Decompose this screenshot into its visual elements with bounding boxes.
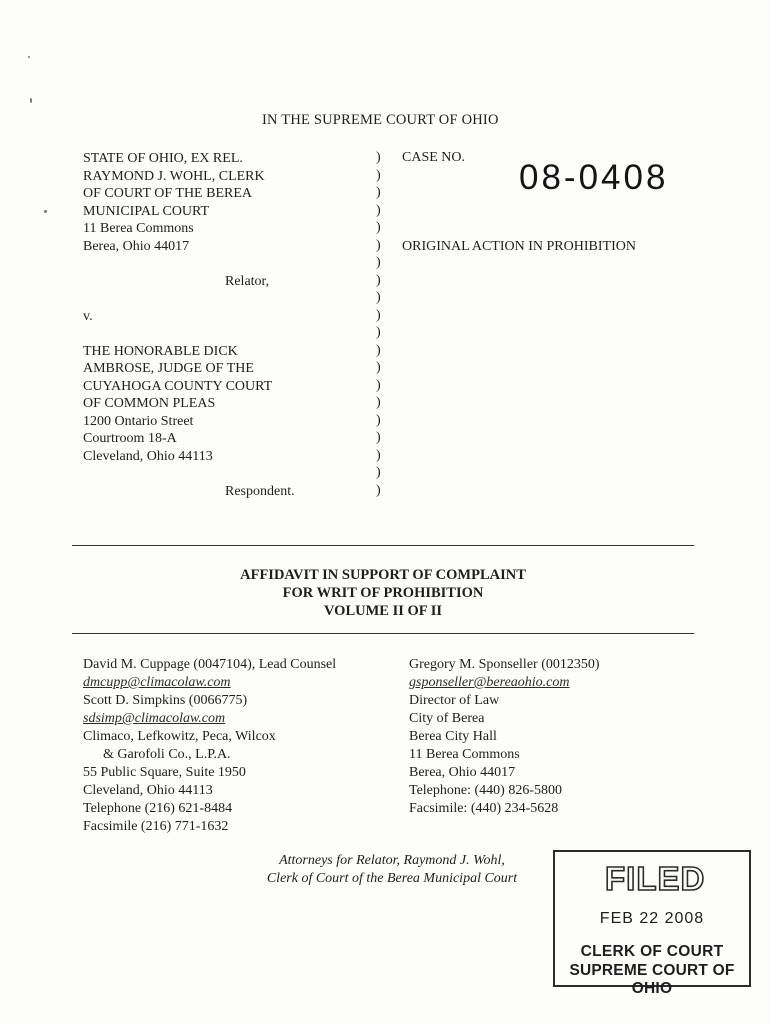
relator-role: Relator, [225, 273, 270, 289]
respondent-line: OF COMMON PLEAS [83, 396, 216, 411]
caption-divider: ) ) ) ) ) ) ) ) ) ) ) ) ) ) ) ) ) ) ) ) [376, 150, 381, 498]
relator-line: STATE OF OHIO, EX REL. [83, 151, 243, 166]
case-number-label: CASE NO. [402, 150, 466, 165]
address-line: Berea, Ohio 44017 [409, 765, 516, 780]
stamp-filed-text: FILED [605, 860, 706, 897]
telephone: Telephone: (440) 826-5800 [409, 783, 562, 798]
organization: City of Berea [409, 711, 485, 726]
counsel-email-link[interactable]: dmcupp@climacolaw.com [83, 675, 231, 690]
relator-line: MUNICIPAL COURT [83, 203, 210, 219]
facsimile: Facsimile: (440) 234-5628 [409, 801, 559, 816]
divider-rule [72, 545, 694, 546]
firm-name: & Garofoli Co., L.P.A. [103, 747, 231, 762]
respondent-line: CUYAHOGA COUNTY COURT [83, 378, 273, 394]
attorneys-line: Clerk of Court of the Berea Municipal Court [266, 871, 518, 886]
divider-rule [72, 633, 694, 634]
respondent-line: Cleveland, Ohio 44113 [83, 448, 213, 464]
city-counsel-block [409, 656, 600, 818]
document-title-line: FOR WRIT OF PROHIBITION [282, 585, 484, 601]
scan-speck [44, 210, 47, 213]
scan-speck [28, 56, 30, 58]
counsel-title: Director of Law [409, 693, 500, 708]
respondent-role: Respondent. [225, 483, 295, 499]
counsel-name: David M. Cuppage (0047104), Lead Counsel [83, 657, 337, 672]
attorneys-for-relator [232, 852, 552, 888]
document-title [72, 566, 694, 620]
case-caption [83, 150, 295, 500]
stamp-clerk: CLERK OF COURT [580, 943, 724, 960]
respondent-line: AMBROSE, JUDGE OF THE [83, 361, 254, 376]
relator-line: RAYMOND J. WOHL, CLERK [83, 168, 265, 184]
address-line: 55 Public Square, Suite 1950 [83, 765, 246, 780]
case-number: 08-0408 [519, 158, 669, 197]
court-header: IN THE SUPREME COURT OF OHIO [262, 112, 499, 128]
building: Berea City Hall [409, 729, 497, 744]
counsel-email-link[interactable]: gsponseller@bereaohio.com [409, 675, 570, 690]
filed-stamp [553, 850, 751, 997]
respondent-line: Courtroom 18-A [83, 431, 177, 446]
respondent-line: THE HONORABLE DICK [83, 343, 238, 359]
document-title-line: AFFIDAVIT IN SUPPORT OF COMPLAINT [240, 567, 526, 583]
address-line: 11 Berea Commons [409, 747, 520, 762]
firm-name: Climaco, Lefkowitz, Peca, Wilcox [83, 729, 276, 744]
counsel-email-link[interactable]: sdsimp@climacolaw.com [83, 711, 226, 726]
action-type: ORIGINAL ACTION IN PROHIBITION [402, 239, 636, 254]
document-title-line: VOLUME II OF II [323, 603, 442, 619]
respondent-line: 1200 Ontario Street [83, 413, 194, 429]
address-line: Cleveland, Ohio 44113 [83, 783, 213, 798]
relator-line: OF COURT OF THE BEREA [83, 186, 252, 201]
relator-line: Berea, Ohio 44017 [83, 238, 190, 254]
facsimile: Facsimile (216) 771-1632 [83, 819, 229, 834]
counsel-name: Scott D. Simpkins (0066775) [83, 693, 248, 708]
versus: v. [83, 308, 93, 324]
counsel-name: Gregory M. Sponseller (0012350) [409, 657, 600, 672]
stamp-date: FEB 22 2008 [599, 910, 705, 927]
telephone: Telephone (216) 621-8484 [83, 801, 233, 816]
attorneys-line: Attorneys for Relator, Raymond J. Wohl, [279, 853, 505, 868]
relator-line: 11 Berea Commons [83, 221, 194, 236]
scan-speck [30, 98, 32, 103]
relator-counsel-block [83, 656, 336, 836]
stamp-court: SUPREME COURT OF OHIO [569, 962, 735, 997]
